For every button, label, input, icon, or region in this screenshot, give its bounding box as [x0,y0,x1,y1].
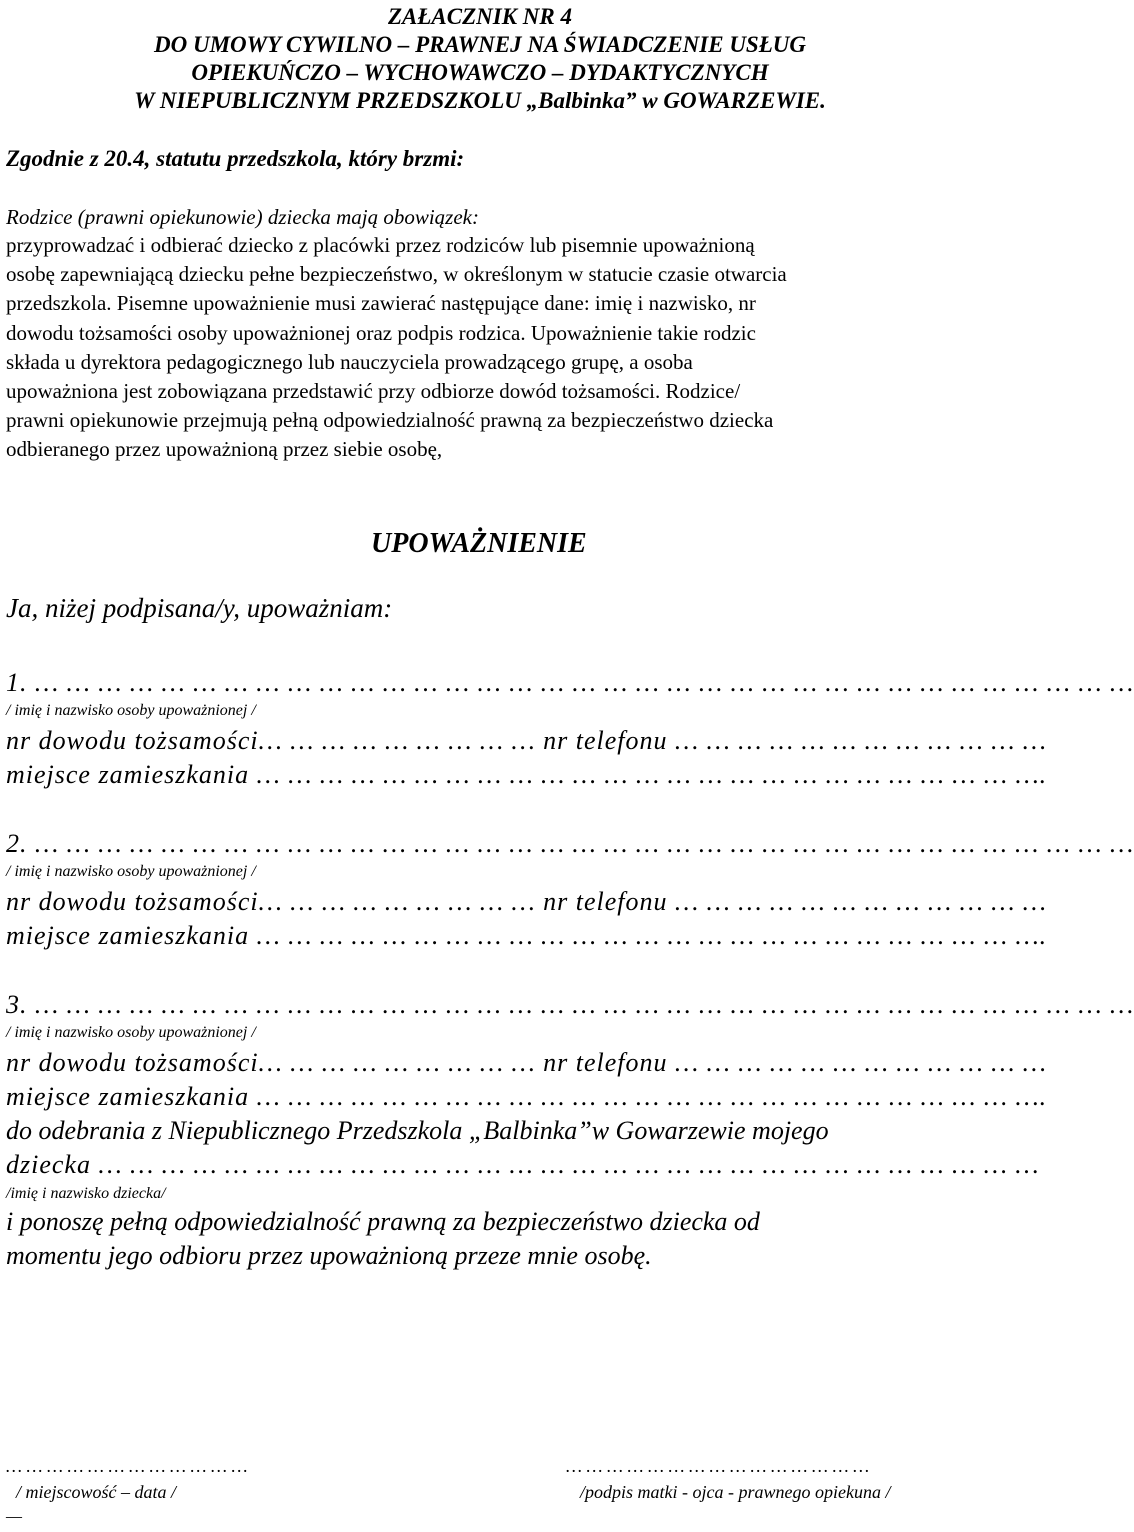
person-3-id-phone-field[interactable]: nr dowodu tożsamości… … … … … … … … … nr telefonu … … … … … … … … … … … … [6,1048,1047,1077]
person-2-name-field[interactable]: 2. … … … … … … … … … … … … … … … … … … … … … … … … … … … … … … … … … … … [6,829,1134,858]
person-1-id-phone-field[interactable]: nr dowodu tożsamości… … … … … … … … … nr telefonu … … … … … … … … … … … … [6,726,1047,755]
person-3-address-field[interactable]: miejsce zamieszkania … … … … … … … … … … … … … … … … … … … … … … … … …. [6,1082,1048,1111]
declarant-line: Ja, niżej podpisana/y, upoważniam: [6,593,393,623]
paragraph-line: upoważniona jest zobowiązana przedstawić przy odbiorze dowód tożsamości. Rodzice/ [6,379,741,404]
paragraph-line: osobę zapewniającą dziecku pełne bezpieczeństwo, w określonym w statucie czasie otwarcia [6,262,787,287]
footer-dash: — [6,1506,23,1526]
paragraph-line: składa u dyrektora pedagogicznego lub nauczyciela prowadzącego grupę, a osoba [6,349,693,374]
person-1-address-field[interactable]: miejsce zamieszkania … … … … … … … … … … … … … … … … … … … … … … … … …. [6,760,1048,789]
header-line: ZAŁACZNIK NR 4 [387,4,573,29]
person-1-name-field[interactable]: 1. … … … … … … … … … … … … … … … … … … … … … … … … … … … … … … … … … … … [6,668,1134,697]
document-header [0,3,960,115]
intro-line: Rodzice (prawni opiekunowie) dziecka mają obowiązek: [6,205,479,229]
child-name-caption: /imię i nazwisko dziecka/ [6,1185,166,1202]
person-3-name-field[interactable]: 3. … … … … … … … … … … … … … … … … … … … … … … … … … … … … … … … … … … … [6,990,1134,1019]
responsibility-line: i ponoszę pełną odpowiedzialność prawną za bezpieczeństwo dziecka od [6,1207,760,1236]
signature-caption: /podpis matki - ojca - prawnego opiekuna / [580,1482,891,1502]
paragraph-line: odbieranego przez upoważnioną przez siebie osobę, [6,437,443,462]
child-name-field[interactable]: dziecka … … … … … … … … … … … … … … … … … … … … … … … … … … … … … … [6,1150,1040,1179]
person-2-address-field[interactable]: miejsce zamieszkania … … … … … … … … … … … … … … … … … … … … … … … … …. [6,921,1048,950]
header-line: DO UMOWY CYWILNO – PRAWNEJ NA ŚWIADCZENIE USŁUG [154,32,806,57]
person-2-id-phone-field[interactable]: nr dowodu tożsamości… … … … … … … … … nr telefonu … … … … … … … … … … … … [6,887,1047,916]
paragraph-line: przedszkola. Pisemne upoważnienie musi zawierać następujące dane: imię i nazwisko, nr [6,291,756,316]
person-1-name-caption: / imię i nazwisko osoby upoważnionej / [6,702,256,719]
header-line: W NIEPUBLICZNYM PRZEDSZKOLU „Balbinka” w GOWARZEWIE. [134,88,826,113]
statute-reference: Zgodnie z 20.4, statutu przedszkola, który brzmi: [6,146,465,171]
responsibility-line: momentu jego odbioru przez upoważnioną przeze mnie osobę. [6,1241,652,1270]
person-2-name-caption: / imię i nazwisko osoby upoważnionej / [6,863,256,880]
paragraph-line: dowodu tożsamości osoby upoważnionej oraz podpis rodzica. Upoważnienie takie rodzic [6,320,756,345]
paragraph-line: przyprowadzać i odbierać dziecko z placówki przez rodziców lub pisemnie upoważnioną [6,233,755,257]
signature-field[interactable]: … … … … … … … … … … … … … … … [566,1456,870,1476]
header-line: OPIEKUŃCZO – WYCHOWAWCZO – DYDAKTYCZNYCH [191,60,769,85]
obligations-paragraph [6,231,954,465]
person-3-name-caption: / imię i nazwisko osoby upoważnionej / [6,1024,256,1041]
paragraph-line: prawni opiekunowie przejmują pełną odpowiedzialność prawną za bezpieczeństwo dziecka [6,408,774,433]
pickup-statement: do odebrania z Niepublicznego Przedszkola „Balbinka”w Gowarzewie mojego [6,1116,829,1145]
place-date-caption: / miejscowość – data / [16,1482,176,1502]
place-date-field[interactable]: … … … … … … … … … … … … [6,1456,248,1476]
authorization-title: UPOWAŻNIENIE [371,528,587,559]
